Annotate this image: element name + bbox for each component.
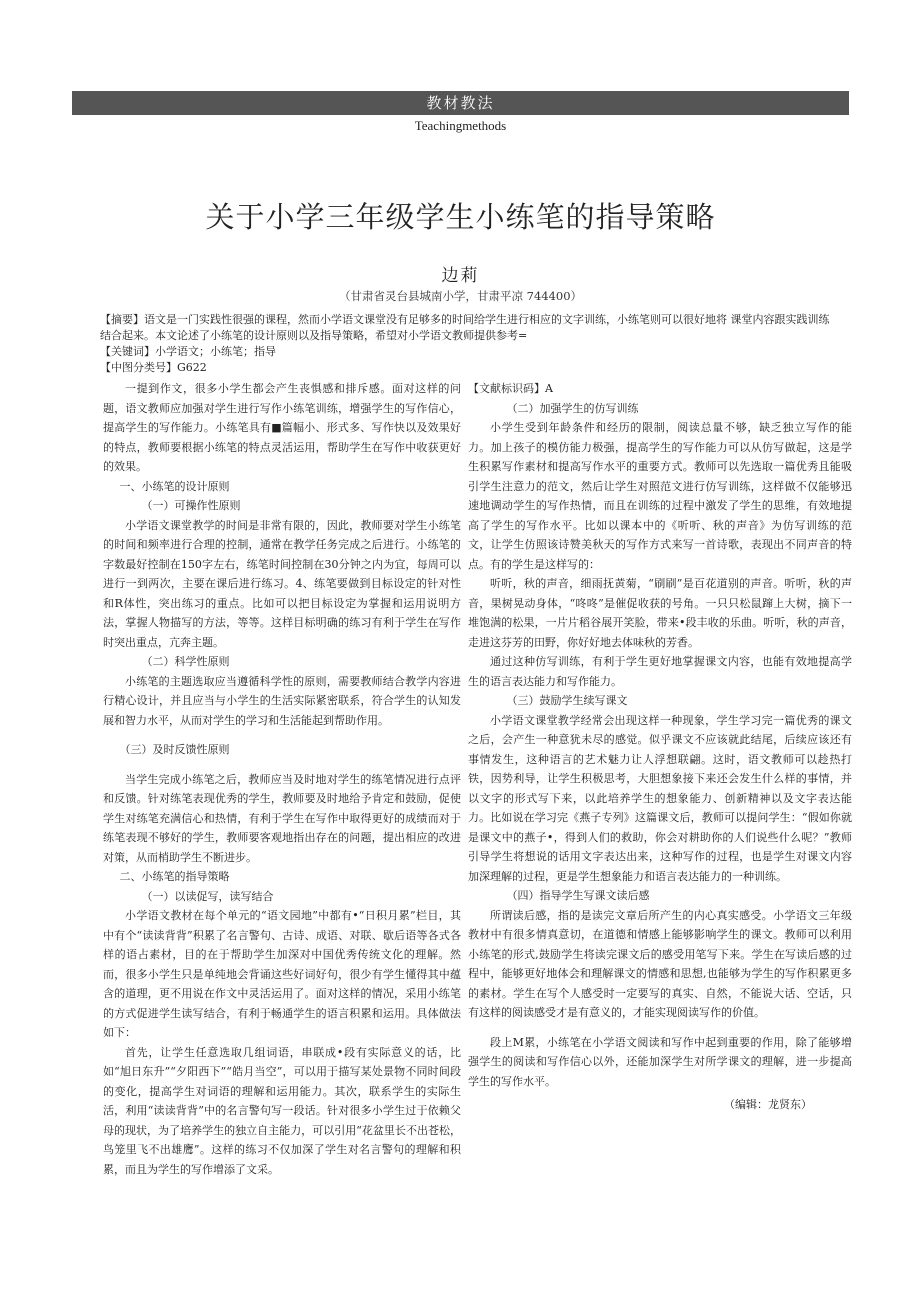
paragraph: 首先，让学生任意选取几组词语，串联成•段有实际意义的话，比如“旭日东升”“夕阳西下”“皓月当空”，可以用于描写某处景物不同时间段的变化，提高学生对词语的理解和运用能力。其次，联系学生的实际生活，利用“读读背背”中的名言警句写一段话。针对很多小学生过于依赖父母的现状，为了培养学生的独立自主能力，可以引用“花盆里长不出苍松，鸟笼里飞不出雄鹰”。这样的练习不仅加深了学生对名言警句的理解和积累，而且为学生的写作增添了文采。 <box>103 1045 461 1176</box>
paragraph: 段上M累，小练笔在小学语文阅读和写作中起到重要的作用，除了能够增强学生的阅读和写作信心以外，还能加深学生对所学课文的理解，进一步提高学生的写作水平。 <box>468 1035 852 1088</box>
column-title-cn: 教材教法 <box>426 94 495 112</box>
clc-number: 【中图分类号】G622 <box>100 361 207 374</box>
section-heading: （一）可操作性原则 <box>141 499 241 512</box>
article-meta <box>100 312 840 376</box>
section-heading: 二、小练笔的指导策略 <box>119 870 230 883</box>
abstract: 【摘要】语文是一门实践性很强的课程，然而小学语文课堂没有足够多的时间给学生进行相应的文字训练，小练笔则可以很好地将 课堂内容跟实践训练结合起来。本文论述了小练笔的设计原则以及指导策略，希望对小学语文教师提供参考= <box>100 313 830 342</box>
article-author: 边莉 <box>441 266 480 286</box>
paragraph: 【文献标识码】A <box>468 382 553 395</box>
section-heading: 一、小练笔的设计原则 <box>119 479 230 493</box>
section-heading: （三）及时反馈性原则 <box>119 743 230 756</box>
paragraph: 一提到作文，很多小学生都会产生丧惧感和排斥感。面对这样的问题，语文教师应加强对学生进行写作小练笔训练，增强学生的写作信心，提高学生的写作能力。小练笔具有■篇幅小、形式多、写作快以及效果好的特点，教师要根据小练笔的特点灵活运用，帮助学生在写作中收获更好的效果。 <box>103 382 461 473</box>
section-heading: （三）鼓励学生续写课文 <box>506 694 628 707</box>
column-title-en: Teachingmethods <box>414 118 507 133</box>
column-header-bar <box>72 91 849 115</box>
article-title: 关于小学三年级学生小练笔的指导策略 <box>205 200 716 234</box>
editor-credit: （编辑：龙贤东） <box>724 1098 812 1111</box>
paragraph: 通过这种仿写训练，有利于学生更好地掌握课文内容，也能有效地提高学生的语言表达能力和写作能力。 <box>468 655 852 688</box>
paragraph: 所谓读后感，指的是读完文章后所产生的内心真实感受。小学语文三年级教材中有很多情真意切，在道德和情感上能够影响学生的课文。教师可以利用小练笔的形式,鼓励学生将读完课文后的感受用笔写下来。学生在写读后感的过程中，能够更好地体会和理解课文的情感和思想,也能够为学生的写作积累更多的素材。学生在写个人感受时一定要写的真实、自然，不能说大话、空话，只有这样的阅读感受才是有意义的，才能实现阅读写作的价值。 <box>468 908 852 1019</box>
paragraph: 听听，秋的声音，细雨抚黄菊，“刷刷”是百花道别的声音。听听，秋的声音，果树晃动身体，“咚咚”是催促收获的号角。一只只松鼠蹿上大树，摘下一堆饱满的松果，一片片稻谷展开笑脸，带来•段丰收的乐曲。听听，秋的声音，走进这芬芳的田野，你好好地去体味秋的芳香。 <box>468 577 852 649</box>
paragraph: 小练笔的主题选取应当遵循科学性的原则，需要教师结合教学内容进行精心设计，并且应当与小学生的生活实际紧密联系，符合学生的认知发展和智力水平，从而对学生的学习和生活能起到帮助作用。 <box>103 674 461 727</box>
section-heading: （四）指导学生写课文读后感 <box>506 889 650 902</box>
right-column <box>468 379 852 1115</box>
keywords: 【关键词】小学语文；小练笔；指导 <box>100 345 276 358</box>
paragraph: 小学生受到年龄条件和经历的限制，阅读总量不够，缺乏独立写作的能力。加上孩子的模仿能力极强，提高学生的写作能力可以从仿写做起，这是学生积累写作素材和提高写作水平的重要方式。教师可以先选取一篇优秀且能吸引学生注意力的范文，然后让学生对照范文进行仿写训练，这样做不仅能够迅速地调动学生的写作热情，而且在训练的过程中激发了学生的思维，有效地提高了学生的写作水平。比如以课本中的《听听、秋的声音》为仿写训练的范文，让学生仿照该诗赞美秋天的写作方式来写一首诗歌，表现出不同声音的特点。有的学生是这样写的： <box>468 421 852 571</box>
left-column <box>103 379 461 1179</box>
section-heading: （二）加强学生的仿写训练 <box>506 401 639 415</box>
author-affiliation: （甘肃省灵台县城南小学，甘肃平凉 744400） <box>338 289 583 303</box>
section-heading: （一）以读促写，读写结合 <box>141 889 274 903</box>
paragraph: 小学语文课堂教学经常会出现这样一种现象，学生学习完一篇优秀的课文之后，会产生一种意犹未尽的感觉。似乎课文不应该就此结尾，后续应该还有事情发生，这种语言的艺术魅力让人浮想联翩。这时，语文教师可以趁热打铁，因势利导，让学生积极思考，大胆想象接下来还会发生什么样的事情，并以文字的形式写下来，以此培养学生的想象能力、创新精神以及文字表达能力。比如说在学习完《燕子专列》这篇课文后，教师可以提问学生：“假如你就是课文中的燕子•，得到人们的救助，你会对耕助你的人们说些什么呢？”教师引导学生将想说的话用文字表达出来，这种写作的过程，也是学生对课文内容加深理解的过程，更是学生想象能力和语言表达能力的一种训练。 <box>468 713 852 883</box>
paragraph: 小学语文课堂教学的时间是非常有限的，因此，教师要对学生小练笔的时间和频率进行合理的控制，通常在教学任务完成之后进行。小练笔的字数最好控制在150字左右，练笔时间控制在30分钟之内为宜，每周可以进行一到两次，主要在课后进行练习。4、练笔要做到目标设定的针对性和R体性，突出练习的重点。比如可以把目标设定为掌握和运用说明方法，掌握人物描写的方法，等等。这样目标明确的练习有利于学生在写作时突出重点，亢奔主题。 <box>103 518 461 649</box>
paragraph: 小学语文教材在每个单元的“语文园地”中都有•“日积月累”栏目，其中有个“读读背背”积累了名言警句、古诗、成语、对联、歇后语等各式各样的语占素材，目的在于帮助学生加深对中国优秀传统文化的理解。然而，很多小学生只是单纯地会背诵这些好词好句，很少有学生懂得其中蕴含的道理，更不用说在作文中灵活运用了。面对这样的情况，采用小练笔的方式促进学生读写结合，有利于畅通学生的语言积累和运用。具体做法如下： <box>103 909 461 1039</box>
section-heading: （二）科学性原则 <box>141 655 230 668</box>
paragraph: 当学生完成小练笔之后，教师应当及时地对学生的练笔情况进行点评和反馈。针对练笔表现优秀的学生，教师要及时地给予肯定和鼓励，促使学生对练笔充满信心和热情，有利于学生在写作中取得更好的成绩而对于练笔表现不够好的学生，教师要客观地指出存在的问题，提出相应的改进对策，从而梢助学生不断进步。 <box>103 772 461 864</box>
